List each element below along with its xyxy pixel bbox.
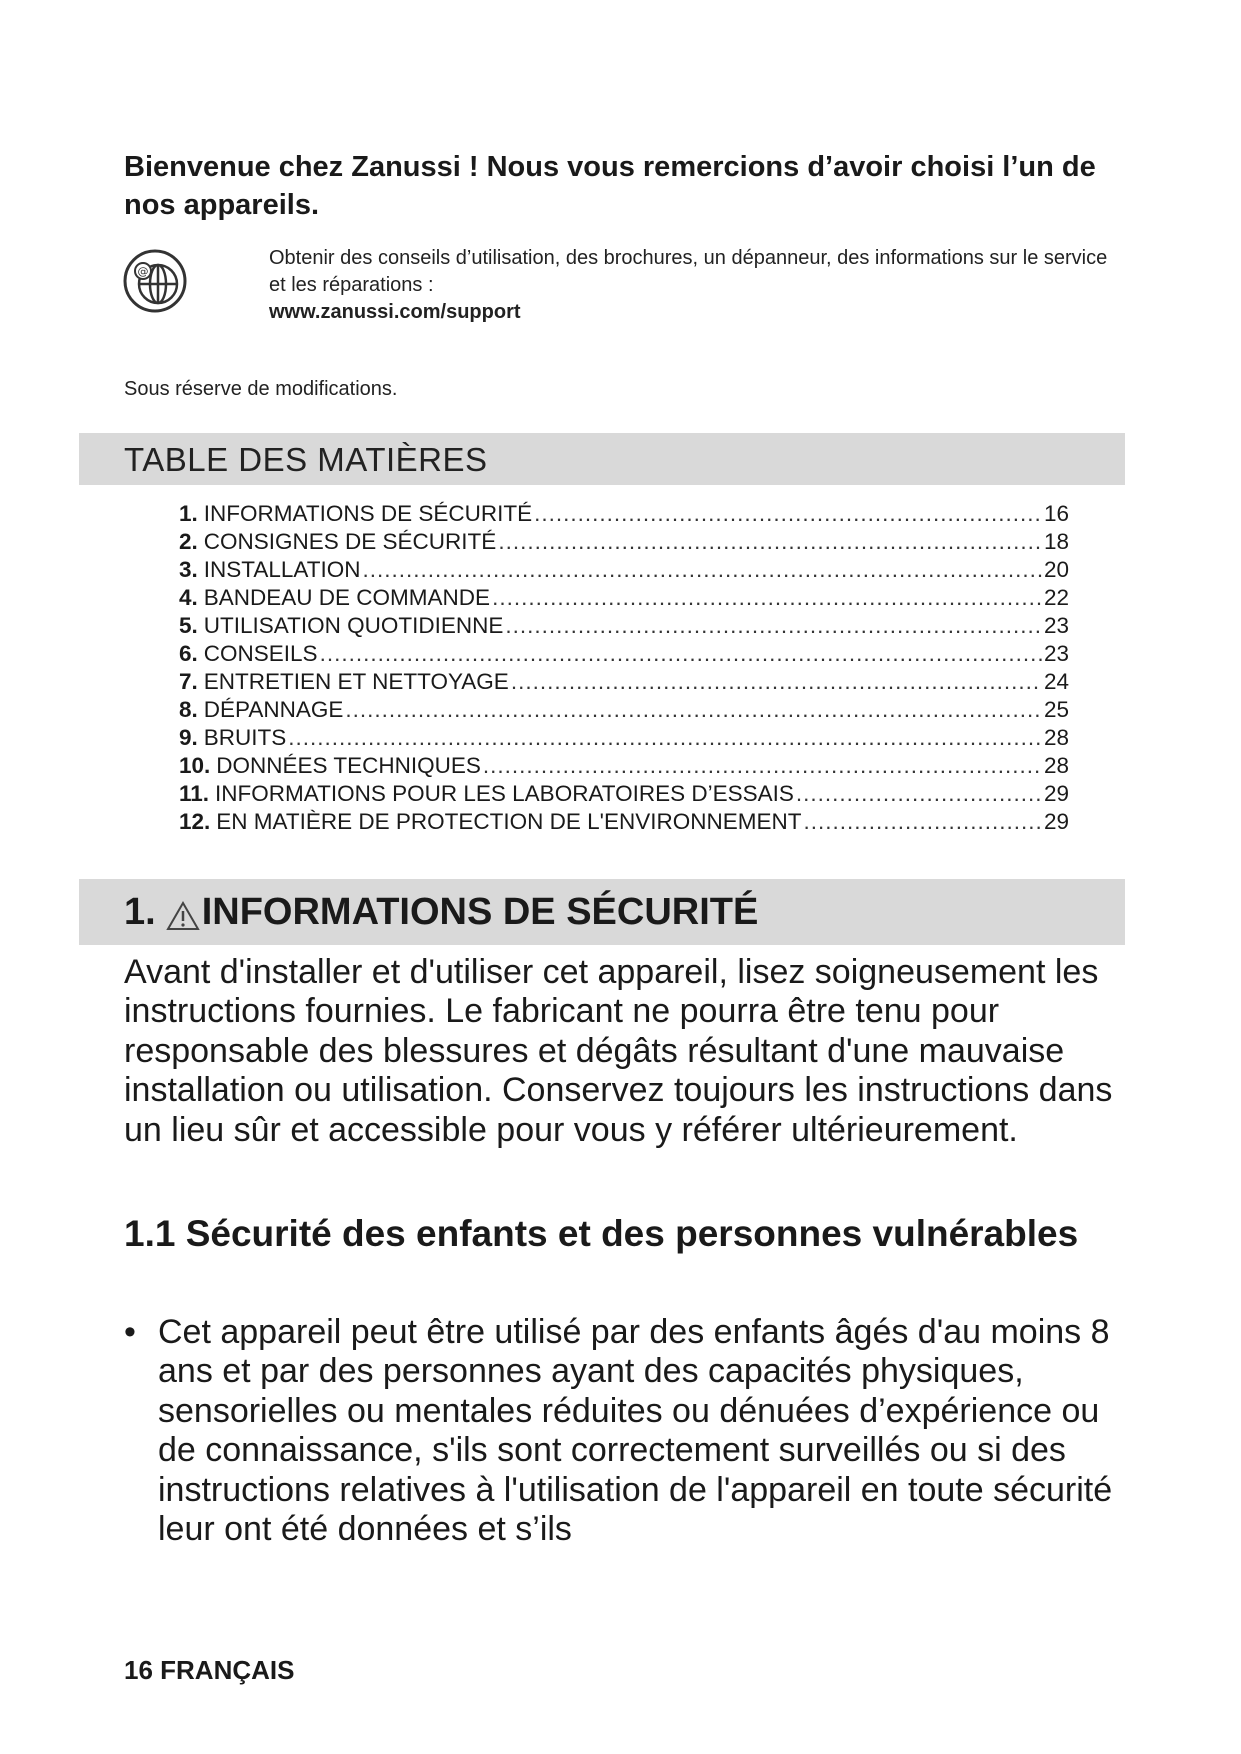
toc-leader-dots xyxy=(498,528,1042,556)
toc-entry-number: 7. xyxy=(179,669,198,694)
toc-entry-number: 12. xyxy=(179,809,211,834)
toc-leader-dots xyxy=(483,752,1042,780)
toc-leader-dots xyxy=(534,500,1042,528)
toc-entry[interactable] xyxy=(179,584,1069,612)
toc-leader-dots xyxy=(505,612,1042,640)
toc-entry-label: UTILISATION QUOTIDIENNE xyxy=(203,613,504,638)
toc-leader-dots xyxy=(288,724,1042,752)
modification-notice: Sous réserve de modifications. xyxy=(124,378,398,400)
support-info xyxy=(269,245,1119,326)
toc-entry[interactable] xyxy=(179,808,1069,836)
welcome-heading: Bienvenue chez Zanussi ! Nous vous remercions d’avoir choisi l’un de nos appareils. xyxy=(124,151,1096,221)
toc-entry-page: 23 xyxy=(1043,613,1069,638)
toc-entry-page: 23 xyxy=(1043,641,1069,666)
toc-entry[interactable] xyxy=(179,696,1069,724)
section-title: INFORMATIONS DE SÉCURITÉ xyxy=(201,891,759,933)
bullet-mark: • xyxy=(124,1313,136,1351)
toc-entry-label: INSTALLATION xyxy=(203,557,361,582)
toc-entry-number: 5. xyxy=(179,613,198,638)
toc-entry[interactable] xyxy=(179,640,1069,668)
toc-entry[interactable] xyxy=(179,528,1069,556)
subsection-title: 1.1 Sécurité des enfants et des personnes vulnérables xyxy=(124,1213,1079,1254)
toc-entry[interactable] xyxy=(179,724,1069,752)
toc-entry-page: 25 xyxy=(1043,697,1069,722)
toc-entry[interactable] xyxy=(179,556,1069,584)
toc-entry[interactable] xyxy=(179,500,1069,528)
support-link[interactable]: www.zanussi.com/support xyxy=(269,301,521,323)
toc-entry-label: CONSIGNES DE SÉCURITÉ xyxy=(203,529,497,554)
svg-text:@: @ xyxy=(137,265,149,278)
toc-entry-label: CONSEILS xyxy=(203,641,318,666)
toc-entry-label: BANDEAU DE COMMANDE xyxy=(203,585,491,610)
toc-entry-number: 6. xyxy=(179,641,198,666)
toc-entry-number: 10. xyxy=(179,753,211,778)
globe-support-icon xyxy=(122,248,188,314)
toc-entry-number: 8. xyxy=(179,697,198,722)
toc-entry-label: INFORMATIONS DE SÉCURITÉ xyxy=(203,501,533,526)
toc-entry[interactable] xyxy=(179,780,1069,808)
section-number: 1. xyxy=(124,891,156,933)
toc-entry-label: ENTRETIEN ET NETTOYAGE xyxy=(203,669,509,694)
toc-entry-number: 4. xyxy=(179,585,198,610)
warning-triangle-icon xyxy=(166,898,200,928)
support-description: Obtenir des conseils d’utilisation, des brochures, un dépanneur, des informations sur le service et les réparations : xyxy=(269,247,1108,296)
toc-entry-page: 29 xyxy=(1043,781,1069,806)
toc-entry-label: BRUITS xyxy=(203,725,287,750)
toc-entry-number: 2. xyxy=(179,529,198,554)
toc-title: TABLE DES MATIÈRES xyxy=(124,441,488,478)
toc-entry-page: 22 xyxy=(1043,585,1069,610)
toc-entry-page: 28 xyxy=(1043,725,1069,750)
bullet-text: Cet appareil peut être utilisé par des enfants âgés d'au moins 8 ans et par des personnes ayant des capacités physiques, sensorielles ou mentales réduites ou dénuées d’expérience ou de connaissance, s'ils sont correctement surveillés ou si des instructions relatives à l'utilisation de l'appareil en toute sécurité leur ont été données et s’ils xyxy=(158,1313,1113,1549)
safety-intro: Avant d'installer et d'utiliser cet appareil, lisez soigneusement les instructions fournies. Le fabricant ne pourra être tenu pour responsable des blessures et dégâts résultant d'une mauvaise installation ou utilisation. Conservez toujours les instructions dans un lieu sûr et accessible pour vous y référer ultérieurement. xyxy=(124,953,1113,1149)
toc-entry-label: INFORMATIONS POUR LES LABORATOIRES D’ESSAIS xyxy=(215,781,794,806)
toc-leader-dots xyxy=(362,556,1042,584)
list-item xyxy=(124,1313,1124,1549)
toc-entry[interactable] xyxy=(179,612,1069,640)
toc-leader-dots xyxy=(796,780,1042,808)
toc-entry-number: 3. xyxy=(179,557,198,582)
toc-entry-page: 18 xyxy=(1043,529,1069,554)
toc-entry-page: 16 xyxy=(1043,501,1069,526)
toc-leader-dots xyxy=(803,808,1042,836)
toc-header xyxy=(79,433,1125,485)
toc-entry-number: 9. xyxy=(179,725,198,750)
page-footer: 16 FRANÇAIS xyxy=(124,1655,295,1685)
toc-entry[interactable] xyxy=(179,668,1069,696)
toc-leader-dots xyxy=(511,668,1042,696)
toc-entry-page: 29 xyxy=(1043,809,1069,834)
toc-entry-page: 20 xyxy=(1043,557,1069,582)
toc-entry-page: 24 xyxy=(1043,669,1069,694)
toc-entry-label: DONNÉES TECHNIQUES xyxy=(216,753,481,778)
toc-entry-number: 1. xyxy=(179,501,198,526)
section-header xyxy=(79,879,1125,945)
toc-entry-label: EN MATIÈRE DE PROTECTION DE L'ENVIRONNEMENT xyxy=(216,809,802,834)
toc-leader-dots xyxy=(320,640,1042,668)
toc-entry[interactable] xyxy=(179,752,1069,780)
toc-entry-label: DÉPANNAGE xyxy=(203,697,344,722)
toc-entry-number: 11. xyxy=(179,781,210,806)
toc-leader-dots xyxy=(492,584,1042,612)
toc-leader-dots xyxy=(345,696,1042,724)
table-of-contents xyxy=(179,500,1069,836)
toc-entry-page: 28 xyxy=(1043,753,1069,778)
